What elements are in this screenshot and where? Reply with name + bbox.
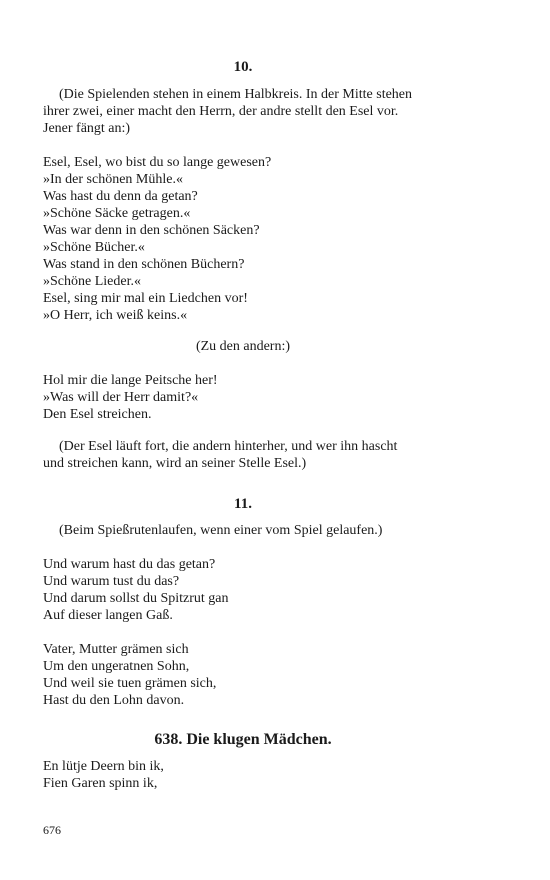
section-title-638: 638. Die klugen Mädchen.: [154, 731, 332, 748]
section-number-10: 10.: [233, 59, 253, 75]
verse-line: Den Esel streichen.: [43, 407, 152, 422]
verse-line: En lütje Deern bin ik,: [43, 759, 164, 774]
verse-line: Und warum tust du das?: [43, 574, 180, 589]
verse-line: Was stand in den schönen Büchern?: [43, 257, 245, 272]
intro-line: (Beim Spießrutenlaufen, wenn einer vom Spiel gelaufen.): [59, 523, 383, 538]
page-number: 676: [43, 823, 61, 837]
verse-line: Hast du den Lohn davon.: [43, 693, 185, 708]
verse-line: Vater, Mutter grämen sich: [43, 642, 189, 657]
intro-line: Jener fängt an:): [43, 121, 131, 136]
section-number-11: 11.: [234, 496, 252, 512]
verse-line: »Schöne Säcke getragen.«: [43, 206, 191, 221]
verse-line: Und warum hast du das getan?: [43, 557, 216, 572]
verse-line: Was war denn in den schönen Säcken?: [43, 223, 260, 238]
verse-line: Fien Garen spinn ik,: [43, 776, 158, 791]
verse-line: »Schöne Bücher.«: [43, 240, 145, 255]
verse-line: Was hast du denn da getan?: [43, 189, 198, 204]
outro-line: und streichen kann, wird an seiner Stelle Esel.): [43, 456, 307, 471]
verse-line: Esel, Esel, wo bist du so lange gewesen?: [43, 155, 272, 170]
verse-line: »Schöne Lieder.«: [43, 274, 141, 289]
outro-line: (Der Esel läuft fort, die andern hinterher, und wer ihn hascht: [59, 439, 398, 454]
verse-line: Um den ungeratnen Sohn,: [43, 659, 190, 674]
intro-line: (Die Spielenden stehen in einem Halbkreis. In der Mitte stehen: [59, 87, 413, 102]
stage-direction: (Zu den andern:): [195, 339, 291, 354]
verse-line: Auf dieser langen Gaß.: [43, 608, 173, 623]
verse-line: Esel, sing mir mal ein Liedchen vor!: [43, 291, 248, 306]
verse-line: »Was will der Herr damit?«: [43, 390, 199, 405]
verse-line: Und darum sollst du Spitzrut gan: [43, 591, 229, 606]
verse-line: Hol mir die lange Peitsche her!: [43, 373, 218, 388]
verse-line: »In der schönen Mühle.«: [43, 172, 183, 187]
verse-line: Und weil sie tuen grämen sich,: [43, 676, 217, 691]
intro-line: ihrer zwei, einer macht den Herrn, der andre stellt den Esel vor.: [43, 104, 399, 119]
verse-line: »O Herr, ich weiß keins.«: [43, 308, 188, 323]
